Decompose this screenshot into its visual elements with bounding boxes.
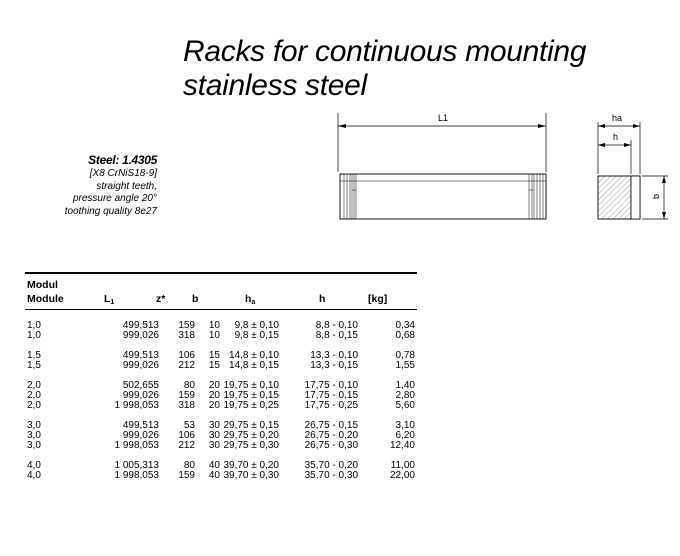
cell-kg: 5,60: [395, 400, 415, 411]
cell-ha: 9,8 ± 0,15: [234, 330, 279, 341]
header-kg: [kg]: [368, 293, 388, 305]
cell-L1: 999,026: [122, 330, 159, 341]
cell-module: 2,0: [27, 390, 41, 401]
cell-L1: 999,026: [122, 360, 159, 371]
cell-module: 3,0: [27, 430, 41, 441]
cell-module: 4,0: [27, 470, 41, 481]
cell-kg: 3,10: [395, 420, 415, 431]
cell-z: 106: [178, 430, 195, 441]
cell-z: 212: [178, 440, 195, 451]
table-row: [25, 401, 417, 411]
cell-module: 3,0: [27, 440, 41, 451]
cell-h: 26,75 - 0,30: [304, 440, 358, 451]
cell-module: 2,0: [27, 400, 41, 411]
table-row: [25, 361, 417, 371]
cell-h: 26,75 - 0,15: [304, 420, 358, 431]
rack-side-view: [340, 174, 546, 219]
cell-kg: 1,40: [395, 380, 415, 391]
cell-ha: 9,8 ± 0,10: [234, 320, 279, 331]
b-dimension: [642, 176, 668, 219]
cell-module: 4,0: [27, 460, 41, 471]
cell-ha: 39,70 ± 0,20: [223, 460, 279, 471]
header-h: h: [319, 293, 326, 305]
cell-h: 26,75 - 0,20: [304, 430, 358, 441]
toothing-quality: toothing quality 8e27: [64, 205, 157, 217]
table-header-rule: [25, 309, 417, 310]
table-row: [25, 421, 417, 431]
cell-h: 17,75 - 0,10: [304, 380, 358, 391]
cell-z: 318: [178, 330, 195, 341]
cell-L1: 1 998,053: [114, 400, 159, 411]
header-module: Module: [27, 293, 64, 305]
header-b: b: [192, 293, 199, 305]
title-line-1: Racks for continuous mounting: [183, 35, 587, 68]
rack-cross-section: [598, 176, 640, 219]
cell-b: 20: [208, 390, 220, 401]
dim-ha-label: ha: [612, 113, 623, 123]
cell-L1: 499,513: [122, 350, 159, 361]
cell-ha: 14,8 ± 0,15: [229, 360, 279, 371]
cell-ha: 14,8 ± 0,10: [229, 350, 279, 361]
cell-z: 159: [178, 390, 195, 401]
cell-ha: 29,75 ± 0,20: [223, 430, 279, 441]
cell-L1: 999,026: [122, 390, 159, 401]
table-row: [25, 351, 417, 361]
cell-kg: 6,20: [395, 430, 415, 441]
dim-L1-label: L1: [438, 113, 449, 123]
cell-ha: 29,75 ± 0,30: [223, 440, 279, 451]
length-dimension: [338, 113, 546, 172]
table-row: [25, 381, 417, 391]
cell-b: 40: [208, 460, 220, 471]
cell-b: 40: [208, 470, 220, 481]
cell-b: 10: [208, 330, 220, 341]
cell-L1: 499,513: [122, 420, 159, 431]
header-modul: Modul: [27, 279, 58, 291]
cell-b: 30: [208, 440, 220, 451]
cell-z: 80: [183, 460, 195, 471]
cell-h: 35,70 - 0,20: [304, 460, 358, 471]
cell-ha: 39,70 ± 0,30: [223, 470, 279, 481]
cell-ha: 19,75 ± 0,15: [223, 390, 279, 401]
cell-h: 13,3 - 0,10: [310, 350, 358, 361]
cell-kg: 1,55: [395, 360, 415, 371]
cell-kg: 0,78: [395, 350, 415, 361]
table-row: [25, 441, 417, 451]
cell-b: 20: [208, 400, 220, 411]
table-row: [25, 471, 417, 481]
cell-b: 15: [208, 360, 220, 371]
cell-h: 17,75 - 0,15: [304, 390, 358, 401]
cell-b: 20: [208, 380, 220, 391]
cell-z: 106: [178, 350, 195, 361]
cell-L1: 999,026: [122, 430, 159, 441]
cell-module: 3,0: [27, 420, 41, 431]
cell-L1: 1 005,313: [114, 460, 159, 471]
cell-h: 8,8 - 0,15: [315, 330, 358, 341]
table-top-rule: [25, 272, 417, 274]
cell-z: 212: [178, 360, 195, 371]
cell-b: 15: [208, 350, 220, 361]
cell-b: 30: [208, 430, 220, 441]
cell-h: 13,3 - 0,15: [310, 360, 358, 371]
header-L1: $L_1$: [104, 293, 115, 306]
cell-kg: 12,40: [389, 440, 415, 451]
table-row: [25, 461, 417, 471]
dim-b-label: b: [651, 193, 661, 199]
cell-kg: 22,00: [389, 470, 415, 481]
cell-module: 1,0: [27, 330, 41, 341]
material-designation: [X8 CrNiS18-9]: [89, 168, 157, 179]
table-row: [25, 391, 417, 401]
pressure-angle: pressure angle 20°: [72, 193, 157, 204]
cell-h: 17,75 - 0,25: [304, 400, 358, 411]
cell-z: 53: [183, 420, 195, 431]
cell-module: 2,0: [27, 380, 41, 391]
cell-z: 318: [178, 400, 195, 411]
cell-module: 1,5: [27, 360, 41, 371]
cell-kg: 0,34: [395, 320, 415, 331]
cell-L1: 499,513: [122, 320, 159, 331]
cell-module: 1,5: [27, 350, 41, 361]
cell-kg: 11,00: [390, 460, 415, 471]
table-row: [25, 431, 417, 441]
table-row: [25, 331, 417, 341]
table-row: [25, 321, 417, 331]
cell-ha: 29,75 ± 0,15: [223, 420, 279, 431]
cell-ha: 19,75 ± 0,10: [223, 380, 279, 391]
header-ha: $h_a$: [245, 293, 256, 306]
cell-b: 10: [208, 320, 220, 331]
cell-z: 80: [183, 380, 195, 391]
cell-L1: 502,655: [122, 380, 159, 391]
cell-kg: 2,80: [395, 390, 415, 401]
cell-kg: 0,68: [395, 330, 415, 341]
cell-module: 1,0: [27, 320, 41, 331]
cell-L1: 1 998,053: [114, 440, 159, 451]
cell-z: 159: [178, 320, 195, 331]
cell-z: 159: [178, 470, 195, 481]
steel-grade: Steel: 1.4305: [88, 153, 157, 167]
header-z: z*: [156, 293, 166, 305]
cell-ha: 19,75 ± 0,25: [223, 400, 279, 411]
cell-b: 30: [208, 420, 220, 431]
dim-h-label: h: [613, 132, 619, 142]
cell-L1: 1 998,053: [114, 470, 159, 481]
cell-h: 35,70 - 0,30: [304, 470, 358, 481]
h-dimension: [598, 132, 631, 174]
cell-h: 8,8 - 0,10: [315, 320, 358, 331]
title-line-2: stainless steel: [183, 69, 367, 102]
teeth-type: straight teeth,: [96, 180, 157, 192]
